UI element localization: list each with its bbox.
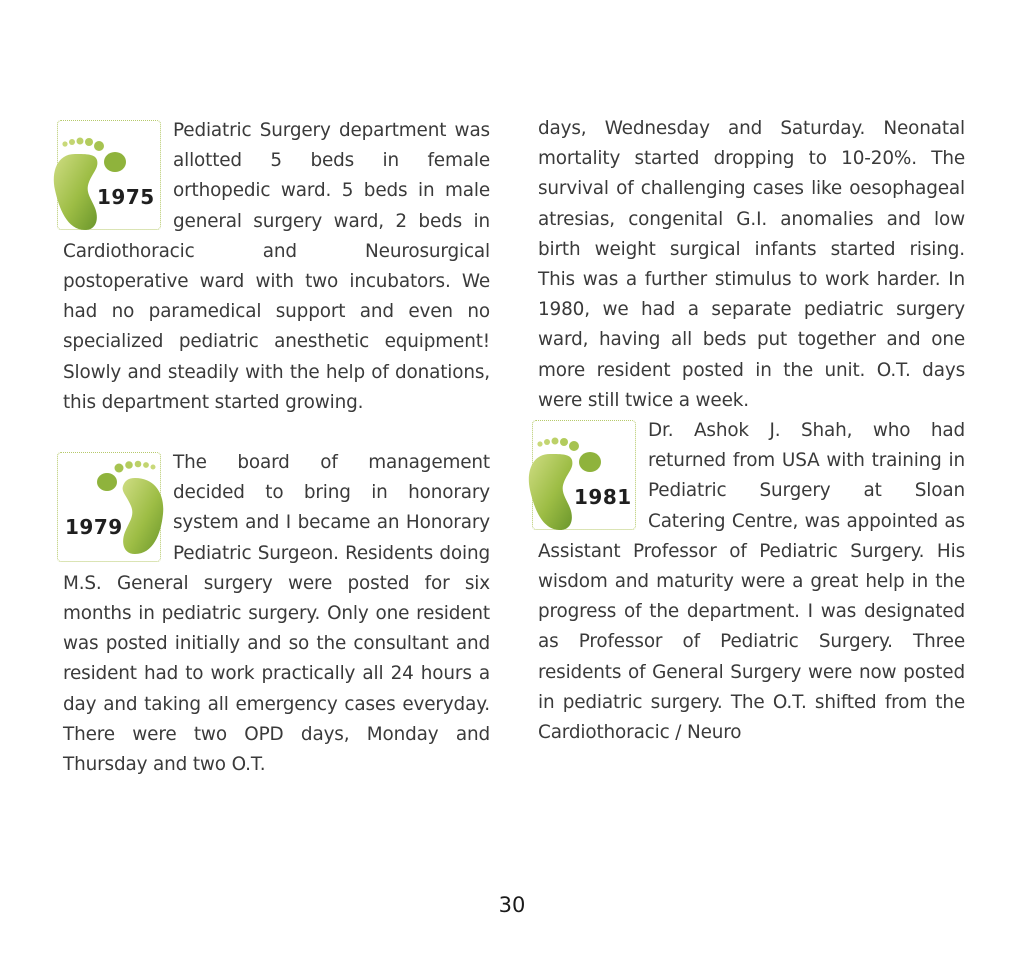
section-text: The board of management decided to bring in honorary system and I became an Honorary Pediatric Surgeon. Residents doing M.S. General surgery were posted for six months in pediatric surgery. Only one resident was posted initially and so the consultant and resident had to work practically all 24 hours a day and taking all emergency cases everyday. There were two OPD days, Monday and Thursday and two O.T.	[63, 452, 490, 776]
right-column	[538, 0, 965, 748]
year-badge-1975	[57, 120, 163, 232]
section-1981	[538, 416, 965, 748]
section-1979	[63, 448, 490, 780]
year-badge-1981	[532, 420, 638, 532]
left-column	[63, 0, 490, 780]
footprint-icon	[45, 132, 137, 232]
year-label: 1979	[65, 515, 123, 540]
section-1975	[63, 0, 490, 418]
continuation-text: days, Wednesday and Saturday. Neonatal mortality started dropping to 10-20%. The survival of challenging cases like oesophageal atresias, congenital G.I. anomalies and low birth weight surgical infants started rising. This was a further stimulus to work harder. In 1980, we had a separate pediatric surgery ward, having all beds put together and one more resident posted in the unit. O.T. days were still twice a week.	[538, 118, 965, 411]
page-number: 30	[498, 893, 526, 917]
year-label: 1981	[574, 485, 632, 510]
year-label: 1975	[97, 185, 155, 209]
year-badge-1979	[57, 452, 163, 564]
footprint-icon	[520, 432, 612, 532]
section-text: Pediatric Surgery department was allotted 5 beds in female orthopedic ward. 5 beds in male general surgery ward, 2 beds in Cardiothoracic and Neurosurgical postoperative ward with two incubators. We had no paramedical support and even no specialized pediatric anesthetic equipment! Slowly and steadily with the help of donations, this department started growing.	[63, 120, 490, 413]
section-text: Dr. Ashok J. Shah, who had returned from USA with training in Pediatric Surgery at Sloan Catering Centre, was appointed as Assistant Professor of Pediatric Surgery. His wisdom and maturity were a great help in the progress of the department. I was designated as Professor of Pediatric Surgery. Three residents of General Surgery were now posted in pediatric surgery. The O.T. shifted from the Cardiothoracic / Neuro	[538, 420, 965, 744]
footprint-icon	[95, 460, 175, 556]
